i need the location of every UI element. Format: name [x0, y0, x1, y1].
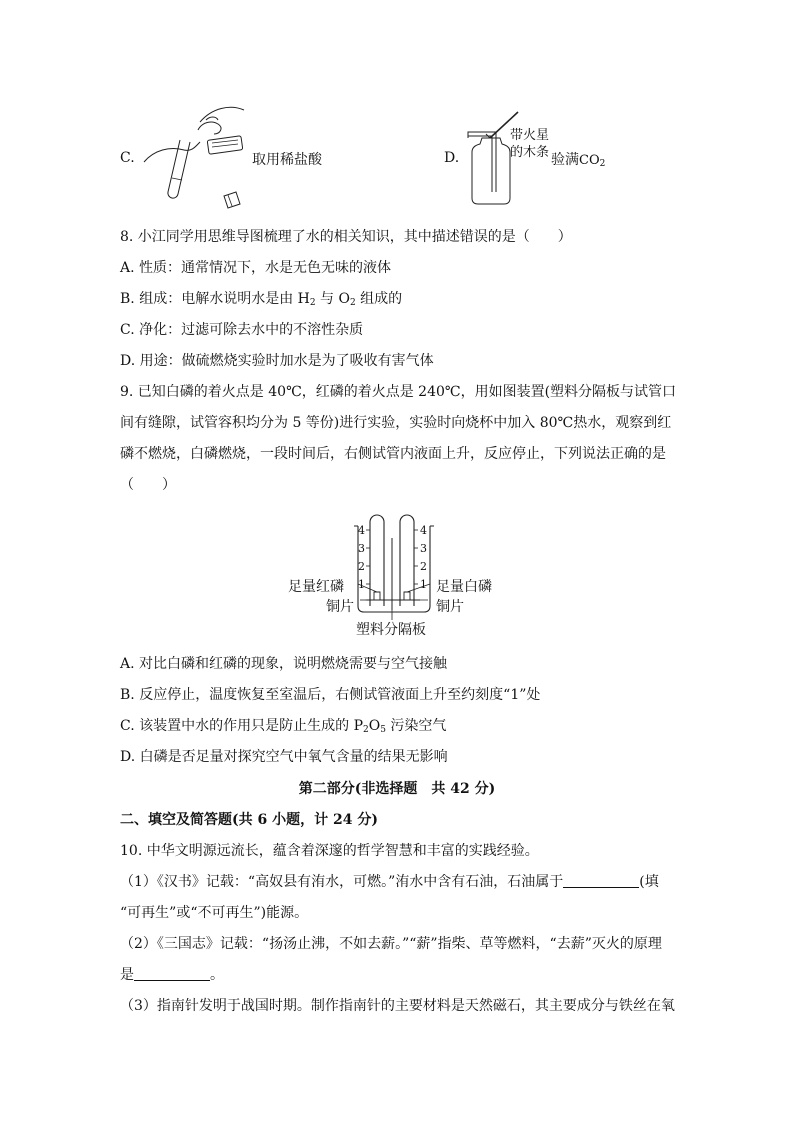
- scale-right-4: 4: [420, 524, 427, 537]
- q10-stem: 10. 中华文明源远流长，蕴含着深邃的哲学智慧和丰富的实践经验。: [120, 843, 539, 859]
- q8-b-sub2: 2: [349, 298, 356, 308]
- q9-option-a: A. 对比白磷和红磷的现象，说明燃烧需要与空气接触: [120, 656, 448, 672]
- q10-part2-line2: [120, 965, 224, 985]
- partition-label: 塑料分隔板: [356, 622, 426, 638]
- q9-option-b: B. 反应停止，温度恢复至室温后，右侧试管液面上升至约刻度“1”处: [120, 687, 541, 703]
- scale-right-2: 2: [420, 560, 427, 573]
- q7-d-caption-sub: 2: [599, 159, 606, 169]
- q9-stem-line2: 间有缝隙，试管容积均分为 5 等份)进行实验，实验时向烧杯中加入 80℃热水，观察到红: [120, 415, 672, 431]
- white-phosphorus-label: 足量白磷: [436, 579, 492, 595]
- q10-p2-prefix: 是: [120, 967, 134, 983]
- section-title: 二、填空及简答题(共 6 小题，计 24 分): [120, 812, 378, 828]
- scale-right: [420, 522, 427, 594]
- q10-part3-line1: （3）指南针发明于战国时期。制作指南针的主要材料是天然磁石，其主要成分与铁丝在氧: [120, 998, 675, 1014]
- q7-d-caption-prefix: 验满: [551, 152, 579, 168]
- scale-left-3: 3: [358, 542, 365, 555]
- q8-b-sub1: 2: [309, 298, 316, 308]
- right-copper-label: 铜片: [436, 599, 464, 615]
- q8-b-post: 组成的: [355, 291, 403, 307]
- q10-p1-fill-hint: (填: [639, 874, 659, 890]
- q10-p1-text: （1）《汉书》记载：“高奴县有洧水，可燃。”洧水中含有石油，石油属于: [120, 874, 564, 890]
- scale-left: [358, 522, 365, 594]
- q10-p1-answer-blank[interactable]: [563, 873, 639, 888]
- q9-c-post: 污染空气: [385, 718, 447, 734]
- q9-c-mid: O: [368, 718, 381, 734]
- q8-option-a: A. 性质：通常情况下，水是无色无味的液体: [120, 260, 392, 276]
- q8-b-pre: B. 组成：电解水说明水是由 H: [120, 291, 310, 307]
- q7-d-caption-formula: CO: [579, 153, 600, 168]
- glowing-stick-label: [510, 127, 549, 161]
- q9-c-sub1: 2: [362, 725, 369, 735]
- q7-option-d-letter: D.: [444, 150, 460, 166]
- scale-left-4: 4: [358, 524, 365, 537]
- glowing-stick-label-line2: 的木条: [510, 145, 550, 160]
- q9-stem-line4: （ ）: [120, 477, 176, 493]
- part2-title: 第二部分(非选择题 共 42 分): [298, 781, 496, 797]
- scale-right-3: 3: [420, 542, 427, 555]
- left-copper-label: 铜片: [326, 599, 354, 615]
- q8-stem: 8. 小江同学用思维导图梳理了水的相关知识，其中描述错误的是（ ）: [120, 229, 572, 245]
- q8-option-c: C. 净化：过滤可除去水中的不溶性杂质: [120, 322, 364, 338]
- q7-option-c-letter: C.: [120, 150, 135, 166]
- q9-c-sub2: 5: [380, 725, 386, 735]
- q10-p2-suffix: 。: [210, 967, 224, 983]
- q10-part1-line1: [120, 872, 659, 892]
- q8-option-b: [120, 289, 402, 313]
- glowing-stick-label-line1: 带火星: [510, 128, 550, 143]
- scale-left-2: 2: [358, 560, 365, 573]
- scale-right-1: 1: [420, 578, 427, 591]
- q9-option-c: [120, 716, 446, 740]
- q9-option-d: D. 白磷是否足量对探究空气中氧气含量的结果无影响: [120, 749, 448, 765]
- q10-part1-line2: “可再生”或“不可再生”)能源。: [120, 905, 309, 921]
- q7-option-d-caption: [551, 150, 605, 174]
- red-phosphorus-label: 足量红磷: [288, 579, 344, 595]
- q9-c-pre: C. 该装置中水的作用只是防止生成的 P: [120, 718, 363, 734]
- q8-option-d: D. 用途：做硫燃烧实验时加水是为了吸收有害气体: [120, 353, 434, 369]
- q9-stem-line1: 9. 已知白磷的着火点是 40℃，红磷的着火点是 240℃，用如图装置(塑料分隔板与试管口: [120, 384, 677, 400]
- q9-stem-line3: 磷不燃烧，白磷燃烧，一段时间后，右侧试管内液面上升，反应停止，下列说法正确的是: [120, 446, 666, 462]
- pour-acid-illustration: [140, 100, 252, 215]
- scale-left-1: 1: [358, 578, 365, 591]
- q10-p2-answer-blank[interactable]: [134, 966, 210, 981]
- q10-part2-line1: （2）《三国志》记载：“扬汤止沸，不如去薪。”“薪”指柴、草等燃料，“去薪”灭火的原理: [120, 936, 662, 952]
- q7-option-c-caption: 取用稀盐酸: [252, 152, 322, 168]
- q8-b-mid: 与 O: [315, 291, 350, 307]
